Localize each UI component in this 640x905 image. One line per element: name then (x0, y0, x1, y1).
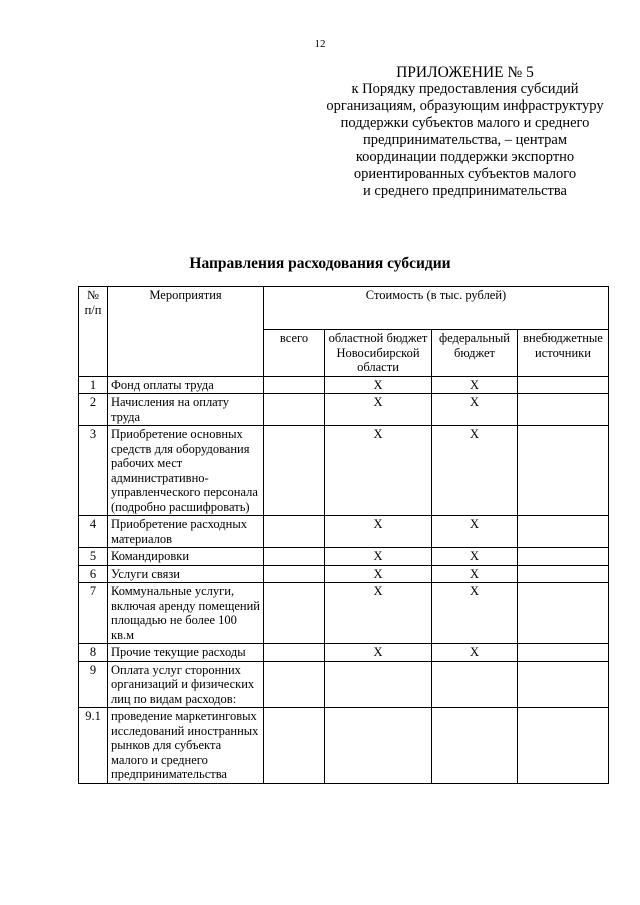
table-row (79, 565, 609, 583)
row-activity: Фонд оплаты труда (108, 376, 264, 394)
row-federal (432, 708, 518, 784)
row-regional: X (325, 644, 432, 662)
appendix-header (300, 64, 630, 200)
row-activity: Коммунальные услуги, включая аренду помещений площадью не более 100 кв.м (108, 583, 264, 644)
table-row (79, 644, 609, 662)
row-total (264, 394, 325, 426)
row-total (264, 516, 325, 548)
row-num: 7 (79, 583, 108, 644)
header-federal-budget: федеральный бюджет (432, 330, 518, 377)
row-regional (325, 661, 432, 708)
table-row (79, 708, 609, 784)
row-regional: X (325, 516, 432, 548)
row-total (264, 661, 325, 708)
row-num: 1 (79, 376, 108, 394)
row-extra (518, 565, 609, 583)
row-num: 8 (79, 644, 108, 662)
row-total (264, 708, 325, 784)
row-total (264, 548, 325, 566)
table-row (79, 583, 609, 644)
row-federal: X (432, 376, 518, 394)
row-federal: X (432, 548, 518, 566)
appendix-line: поддержки субъектов малого и среднего (340, 115, 590, 131)
row-federal: X (432, 426, 518, 516)
table-header-row (79, 287, 609, 330)
row-extra (518, 708, 609, 784)
appendix-line: предпринимательства, – центрам (363, 132, 567, 148)
row-num: 9.1 (79, 708, 108, 784)
row-num: 2 (79, 394, 108, 426)
row-total (264, 583, 325, 644)
row-total (264, 426, 325, 516)
table-row (79, 394, 609, 426)
appendix-line: координации поддержки экспортно (355, 149, 575, 165)
row-total (264, 644, 325, 662)
row-extra (518, 661, 609, 708)
table-row (79, 516, 609, 548)
row-activity: Командировки (108, 548, 264, 566)
appendix-line: организациям, образующим инфраструктуру (326, 98, 604, 114)
page-number: 12 (314, 38, 326, 50)
appendix-line: и среднего предпринимательства (363, 183, 567, 199)
row-total (264, 376, 325, 394)
row-activity: Услуги связи (108, 565, 264, 583)
row-total (264, 565, 325, 583)
row-num: 6 (79, 565, 108, 583)
row-activity: Приобретение основных средств для оборудования рабочих мест административно-управленческого персонала (подробно расшифровать) (108, 426, 264, 516)
header-extrabudget: внебюджетные источники (518, 330, 609, 377)
appendix-line: ориентированных субъектов малого (353, 166, 577, 182)
header-regional-budget: областной бюджет Новосибирской области (325, 330, 432, 377)
header-activity: Мероприятия (108, 287, 264, 377)
row-federal: X (432, 644, 518, 662)
row-extra (518, 394, 609, 426)
row-regional (325, 708, 432, 784)
row-regional: X (325, 394, 432, 426)
appendix-title: ПРИЛОЖЕНИЕ № 5 (396, 64, 534, 81)
row-federal: X (432, 583, 518, 644)
row-activity: Прочие текущие расходы (108, 644, 264, 662)
table-row (79, 548, 609, 566)
row-federal: X (432, 516, 518, 548)
row-activity: Приобретение расходных материалов (108, 516, 264, 548)
row-num: 4 (79, 516, 108, 548)
row-num: 5 (79, 548, 108, 566)
row-regional: X (325, 548, 432, 566)
subsidy-table (78, 286, 609, 784)
table-row (79, 376, 609, 394)
header-total: всего (264, 330, 325, 377)
row-extra (518, 644, 609, 662)
row-num: 9 (79, 661, 108, 708)
row-extra (518, 548, 609, 566)
row-regional: X (325, 426, 432, 516)
row-regional: X (325, 376, 432, 394)
row-regional: X (325, 565, 432, 583)
row-federal: X (432, 394, 518, 426)
header-num: № п/п (79, 287, 108, 377)
table-row (79, 426, 609, 516)
header-cost: Стоимость (в тыс. рублей) (264, 287, 609, 330)
row-activity: Оплата услуг сторонних организаций и физических лиц по видам расходов: (108, 661, 264, 708)
row-activity: Начисления на оплату труда (108, 394, 264, 426)
row-federal (432, 661, 518, 708)
table-row (79, 661, 609, 708)
row-activity: проведение маркетинговых исследований иностранных рынков для субъекта малого и среднего предпринимательства (108, 708, 264, 784)
row-extra (518, 583, 609, 644)
row-extra (518, 516, 609, 548)
appendix-line: к Порядку предоставления субсидий (351, 81, 579, 97)
row-num: 3 (79, 426, 108, 516)
row-federal: X (432, 565, 518, 583)
row-extra (518, 426, 609, 516)
document-title: Направления расходования субсидии (189, 255, 451, 272)
row-regional: X (325, 583, 432, 644)
row-extra (518, 376, 609, 394)
